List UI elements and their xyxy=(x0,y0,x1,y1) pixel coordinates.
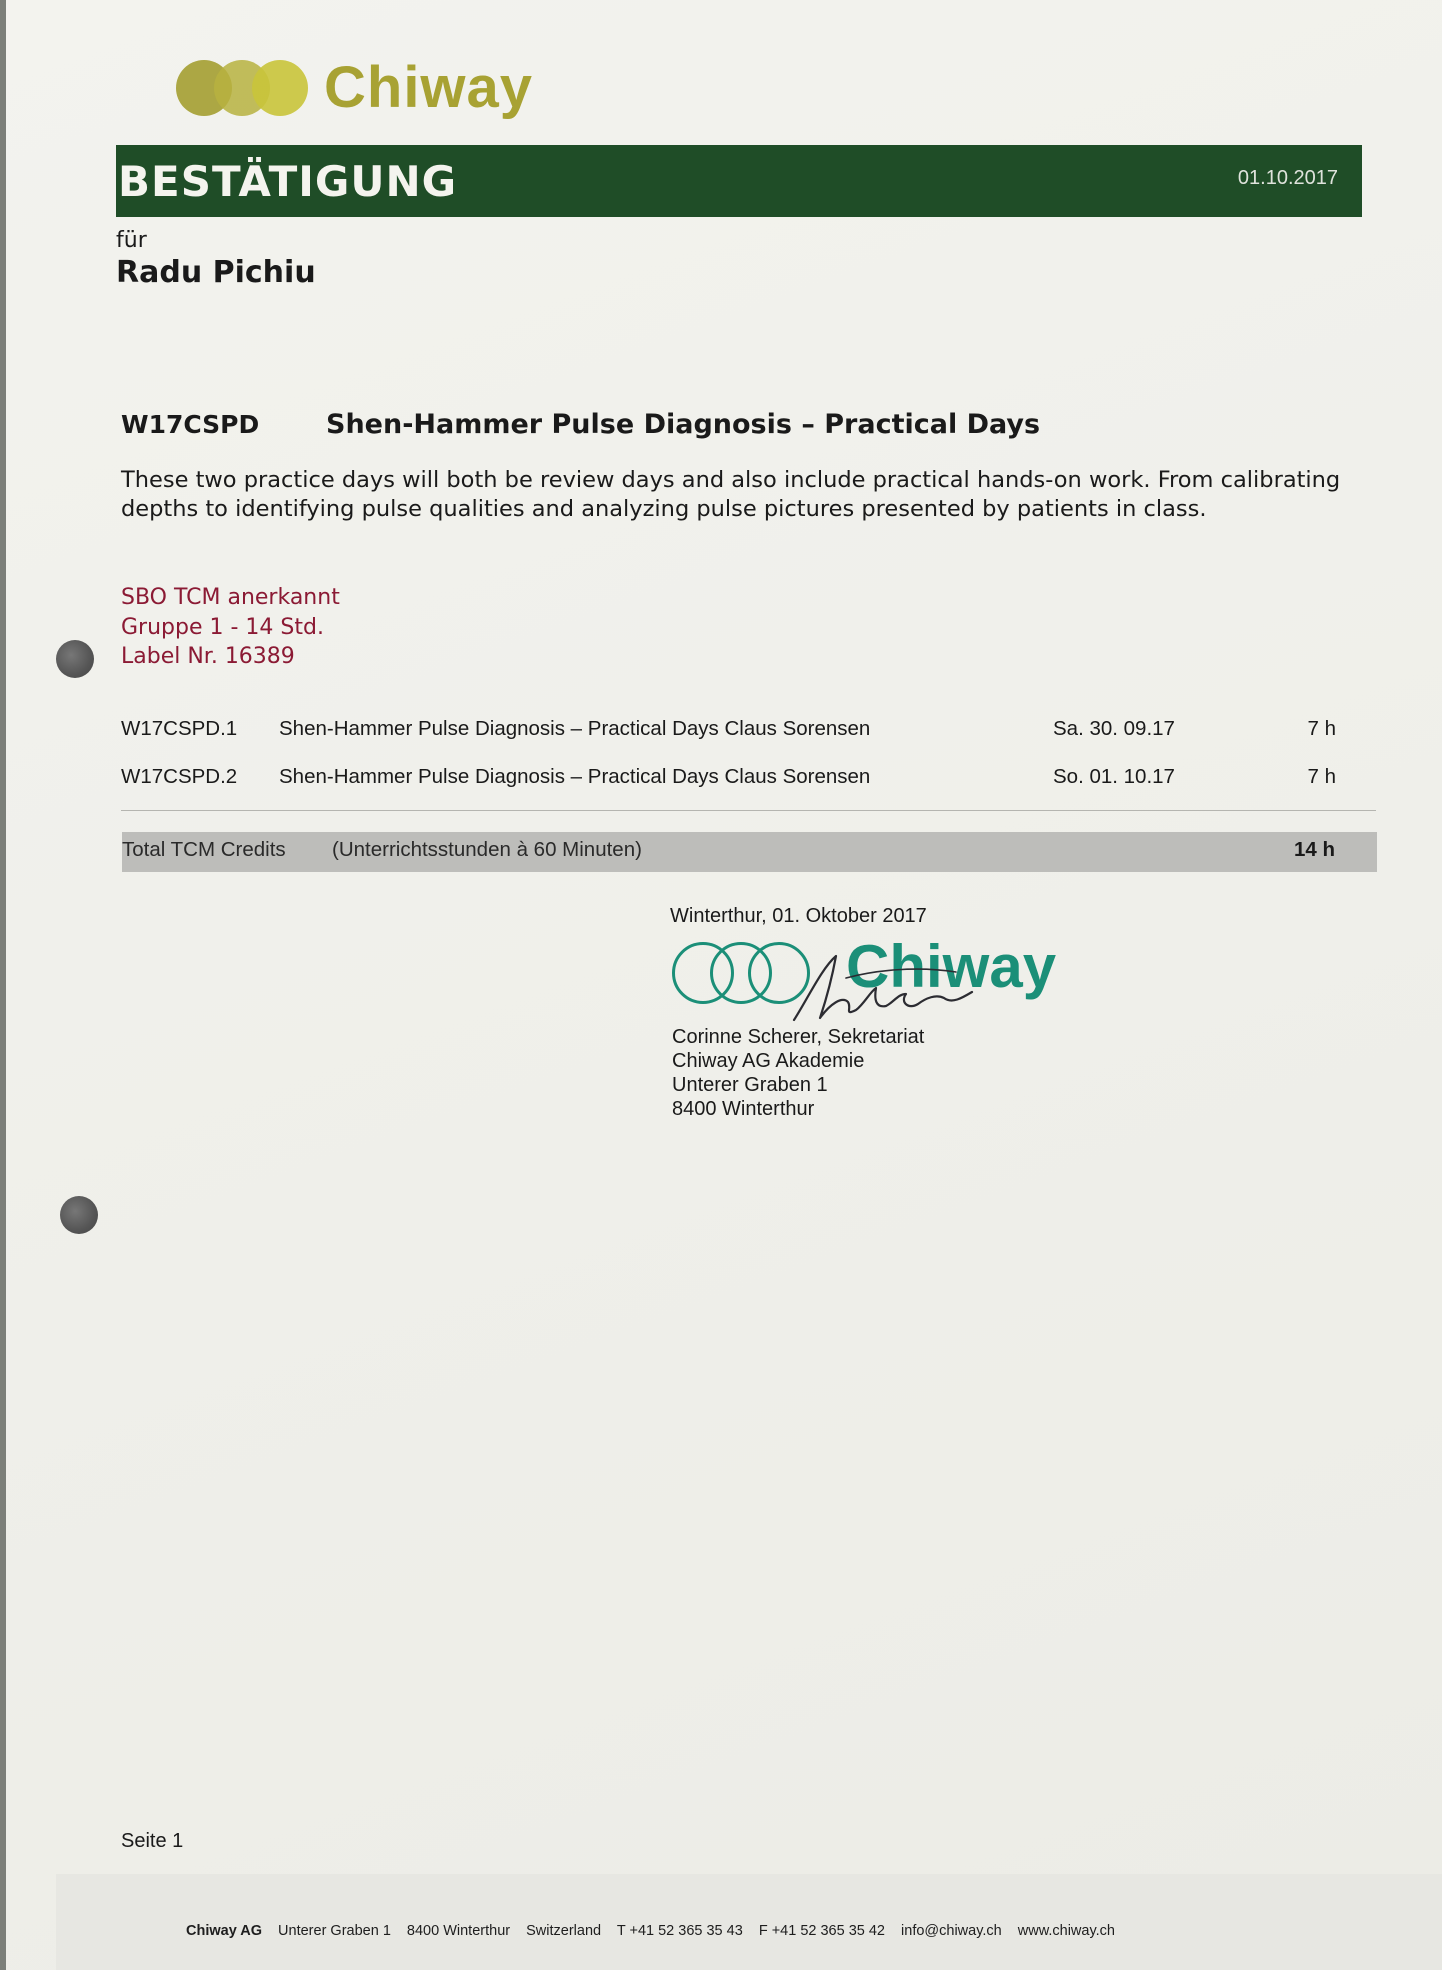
footer-company: Chiway AG xyxy=(186,1923,263,1939)
session-date: So. 01. 10.17 xyxy=(1053,765,1175,788)
stamp-wordmark: Chiway xyxy=(846,933,1057,1000)
sender-line: Corinne Scherer, Sekretariat xyxy=(672,1026,925,1048)
recipient-name: Radu Pichiu xyxy=(116,255,316,290)
recipient-prefix: für xyxy=(116,228,147,253)
handwritten-signature xyxy=(786,948,986,1028)
document-title: BESTÄTIGUNG xyxy=(118,157,458,206)
footer-fax: F +41 52 365 35 42 xyxy=(758,1923,885,1939)
recognition-line: SBO TCM anerkannt xyxy=(121,585,340,610)
recognition-line: Gruppe 1 - 14 Std. xyxy=(121,614,324,640)
place-date: Winterthur, 01. Oktober 2017 xyxy=(670,905,927,927)
footer-country: Switzerland xyxy=(526,1923,602,1939)
punch-hole-bottom xyxy=(60,1196,98,1234)
session-description: Shen-Hammer Pulse Diagnosis – Practical Days Claus Sorensen xyxy=(279,765,871,788)
sender-line: 8400 Winterthur xyxy=(672,1098,815,1120)
footer-email: info@chiway.ch xyxy=(901,1923,1002,1939)
session-code: W17CSPD.2 xyxy=(121,765,238,788)
footer-street: Unterer Graben 1 xyxy=(278,1923,391,1939)
course-description: These two practice days will both be review days and also include practical hands-on work. From calibrating depths to identifying pulse qualities and analyzing pulse pictures presented by patients in class. xyxy=(121,467,1341,522)
sender-address xyxy=(672,1025,924,1121)
punch-hole-top xyxy=(56,640,94,678)
course-code: W17CSPD xyxy=(121,410,260,439)
session-date: Sa. 30. 09.17 xyxy=(1053,717,1175,740)
document-page xyxy=(6,0,1442,1970)
session-row xyxy=(121,717,1341,745)
total-note: (Unterrichtsstunden à 60 Minuten) xyxy=(332,838,642,861)
sender-line: Unterer Graben 1 xyxy=(672,1074,828,1096)
session-code: W17CSPD.1 xyxy=(121,717,238,740)
session-description: Shen-Hammer Pulse Diagnosis – Practical Days Claus Sorensen xyxy=(279,717,871,740)
footer-city: 8400 Winterthur xyxy=(406,1923,511,1939)
session-row xyxy=(121,765,1341,793)
logo-circle-icon xyxy=(252,60,308,116)
footer-address xyxy=(186,1923,1127,1939)
page-number: Seite 1 xyxy=(121,1830,184,1852)
footer-phone: T +41 52 365 35 43 xyxy=(616,1923,743,1939)
document-date: 01.10.2017 xyxy=(1237,167,1338,189)
table-divider xyxy=(121,810,1376,811)
total-label: Total TCM Credits xyxy=(122,838,286,861)
logo-wordmark: Chiway xyxy=(324,55,534,120)
recognition-line: Label Nr. 16389 xyxy=(121,644,295,669)
footer-band xyxy=(56,1874,1442,1970)
title-banner xyxy=(116,145,1362,217)
footer-web: www.chiway.ch xyxy=(1017,1923,1115,1939)
course-title: Shen-Hammer Pulse Diagnosis – Practical Days xyxy=(326,409,1041,440)
total-value: 14 h xyxy=(1293,838,1335,861)
session-hours: 7 h xyxy=(1307,717,1336,740)
sender-line: Chiway AG Akademie xyxy=(672,1050,865,1072)
recognition-block xyxy=(121,583,340,672)
session-hours: 7 h xyxy=(1307,765,1336,788)
total-credits-bar xyxy=(122,832,1377,872)
